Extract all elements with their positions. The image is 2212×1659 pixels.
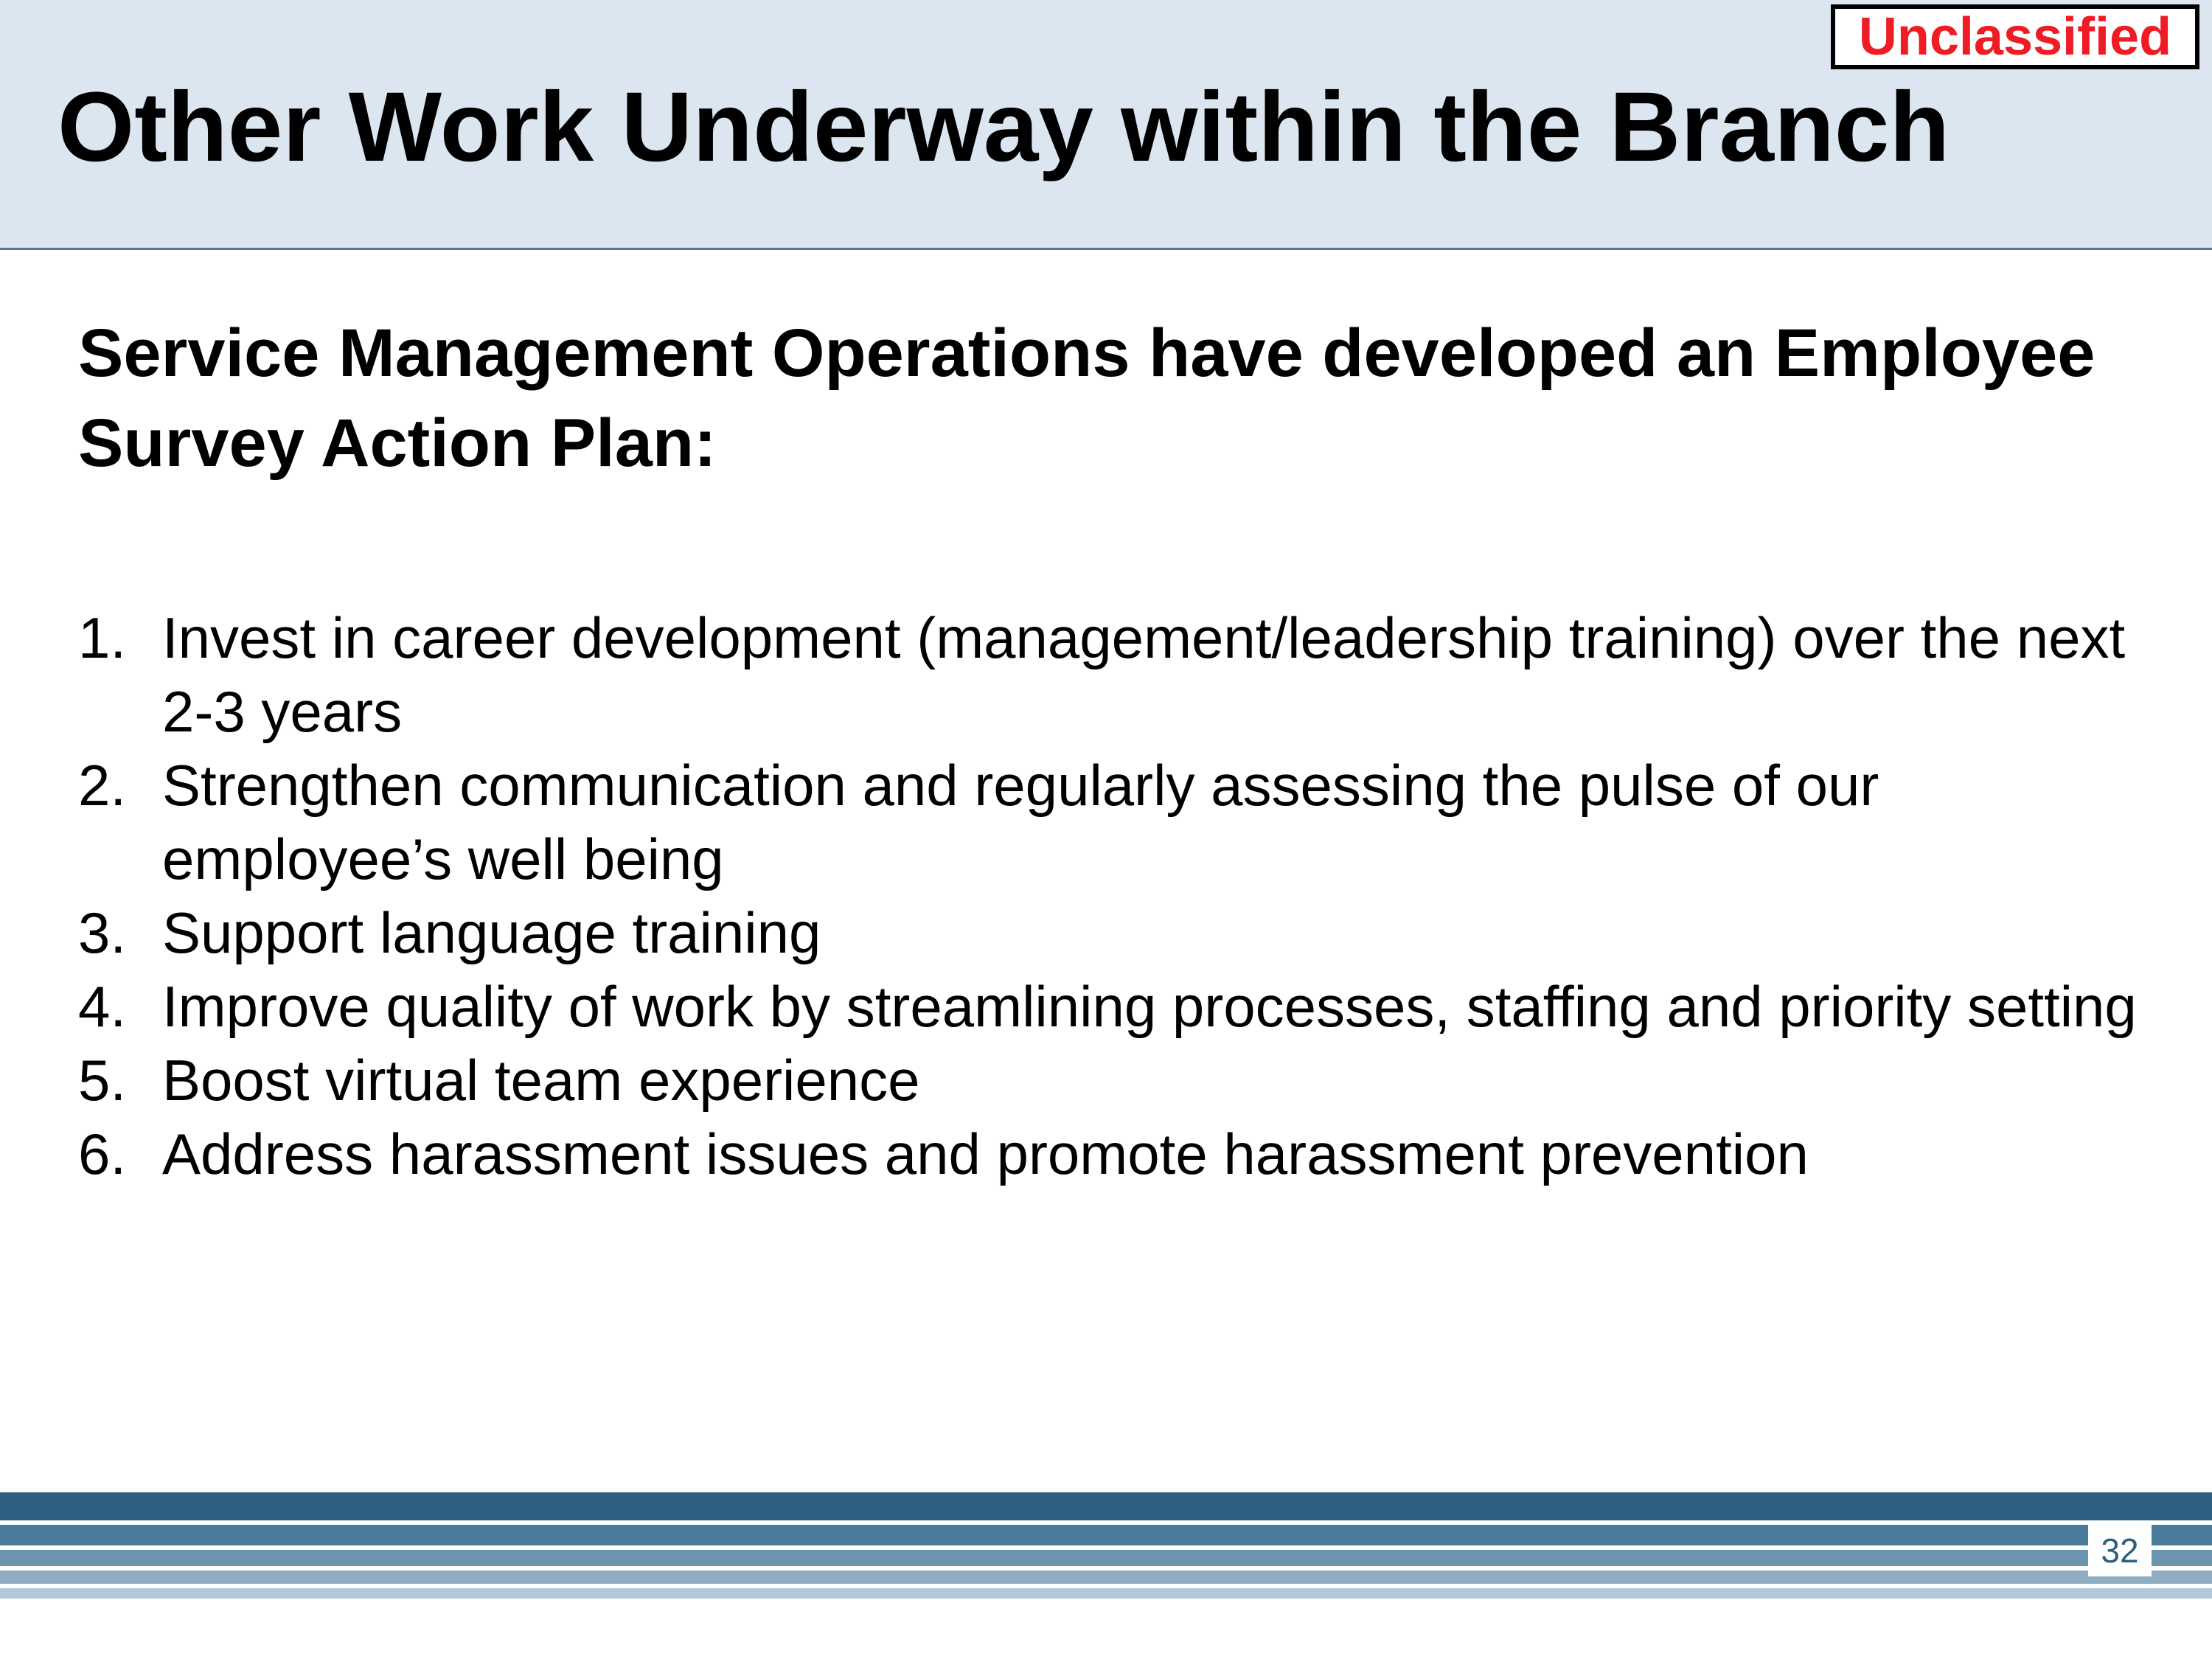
list-item-number: 4. xyxy=(78,974,127,1039)
page-number: 32 xyxy=(2101,1531,2139,1570)
footer-stripe xyxy=(0,1525,2212,1545)
footer-stripe xyxy=(0,1588,2212,1599)
footer-stripe xyxy=(0,1492,2212,1520)
action-plan-list xyxy=(78,601,2165,1191)
list-item xyxy=(78,601,2165,748)
page-number-box xyxy=(2088,1525,2152,1576)
footer-stripe xyxy=(0,1571,2212,1584)
list-item-text: Strengthen communication and regularly assessing the pulse of our employee’s well being xyxy=(162,753,1879,891)
list-item-text: Improve quality of work by streamlining processes, staffing and priority setting xyxy=(162,974,2137,1039)
page-title: Other Work Underway within the Branch xyxy=(58,72,1950,182)
list-item xyxy=(78,896,2165,970)
list-item-number: 1. xyxy=(78,605,127,670)
list-item xyxy=(78,1117,2165,1191)
list-item xyxy=(78,970,2165,1043)
list-item-text: Address harassment issues and promote harassment prevention xyxy=(162,1121,1809,1186)
header-divider xyxy=(0,248,2212,250)
list-item-text: Support language training xyxy=(162,900,821,965)
list-item-number: 6. xyxy=(78,1121,127,1186)
list-item-number: 5. xyxy=(78,1048,127,1113)
list-item-text: Invest in career development (management/leadership training) over the next 2-3 years xyxy=(162,605,2126,744)
intro-heading: Service Management Operations have developed an Employee Survey Action Plan: xyxy=(78,316,2096,481)
classification-label: Unclassified xyxy=(1858,7,2172,66)
footer-stripes xyxy=(0,1492,2212,1610)
footer-stripe xyxy=(0,1550,2212,1566)
list-item xyxy=(78,748,2165,896)
list-item-number: 2. xyxy=(78,753,127,818)
classification-badge xyxy=(1831,4,2199,69)
list-item xyxy=(78,1043,2165,1117)
list-item-text: Boost virtual team experience xyxy=(162,1048,920,1113)
list-item-number: 3. xyxy=(78,900,127,965)
